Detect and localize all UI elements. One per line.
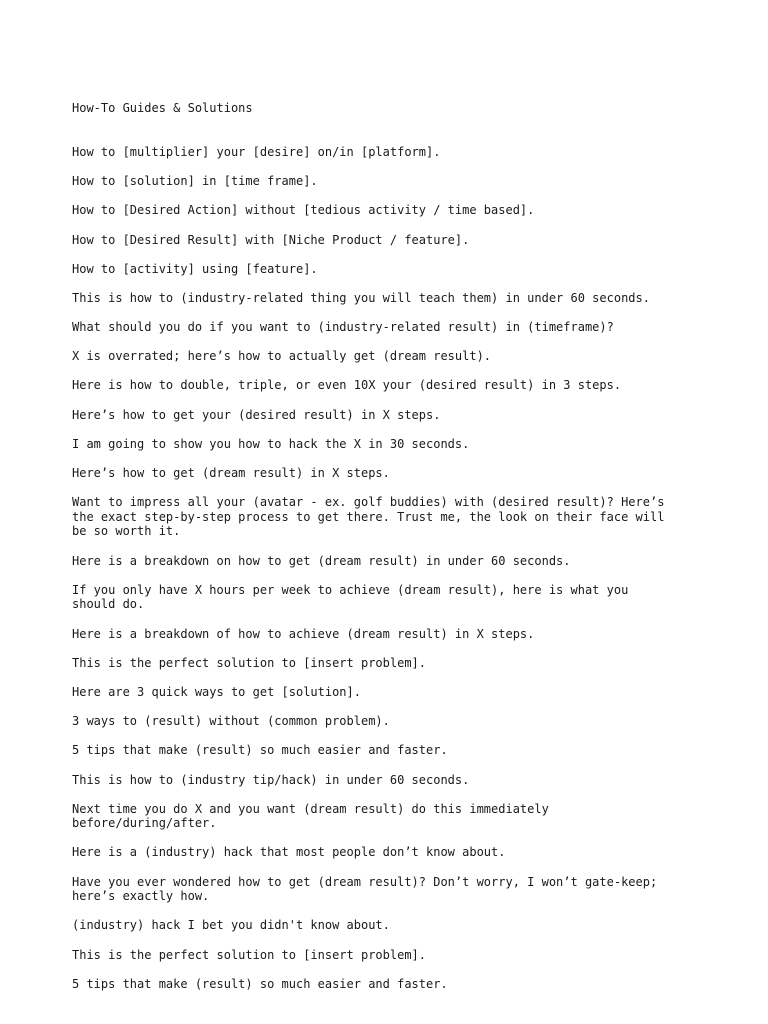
paragraph: This is the perfect solution to [insert problem]. [72,947,427,962]
paragraph: How to [Desired Result] with [Niche Product / feature]. [72,232,470,247]
paragraph: Here is a breakdown of how to achieve (dream result) in X steps. [72,626,535,641]
paragraph: How to [activity] using [feature]. [72,261,318,276]
paragraph: What should you do if you want to (industry-related result) in (timeframe)? [72,320,614,335]
paragraph: Here’s how to get your (desired result) in X steps. [72,407,441,422]
paragraph: This is how to (industry-related thing you will teach them) in under 60 seconds. [72,290,650,305]
paragraph: (industry) hack I bet you didn't know about. [72,918,390,933]
paragraph: How to [Desired Action] without [tedious activity / time based]. [72,203,535,218]
paragraph: 5 tips that make (result) so much easier and faster. [72,976,448,991]
paragraph: Here are 3 quick ways to get [solution]. [72,684,361,699]
paragraph: I am going to show you how to hack the X in 30 seconds. [72,436,470,451]
paragraph-list [72,145,712,991]
paragraph: Next time you do X and you want (dream result) do this immediately before/during/after. [72,801,549,831]
paragraph: Want to impress all your (avatar - ex. golf buddies) with (desired result)? Here’s the exact step-by-step process to get there. Trust me, the look on their face will be so worth it. [72,495,665,539]
paragraph: Here’s how to get (dream result) in X steps. [72,466,390,481]
paragraph: Have you ever wondered how to get (dream result)? Don’t worry, I won’t gate-keep; here’s exactly how. [72,874,658,904]
paragraph: This is the perfect solution to [insert problem]. [72,655,427,670]
paragraph: 3 ways to (result) without (common problem). [72,714,390,729]
document-title: How-To Guides & Solutions [72,101,253,116]
paragraph: How to [solution] in [time frame]. [72,174,318,189]
paragraph: Here is how to double, triple, or even 10X your (desired result) in 3 steps. [72,378,622,393]
paragraph: 5 tips that make (result) so much easier and faster. [72,743,448,758]
document-page [72,72,712,1021]
paragraph: How to [multiplier] your [desire] on/in [platform]. [72,144,441,159]
paragraph: Here is a breakdown on how to get (dream result) in under 60 seconds. [72,553,571,568]
paragraph: This is how to (industry tip/hack) in under 60 seconds. [72,772,470,787]
paragraph: X is overrated; here’s how to actually get (dream result). [72,349,492,364]
paragraph: Here is a (industry) hack that most people don’t know about. [72,845,506,860]
paragraph: If you only have X hours per week to achieve (dream result), here is what you should do. [72,582,629,612]
